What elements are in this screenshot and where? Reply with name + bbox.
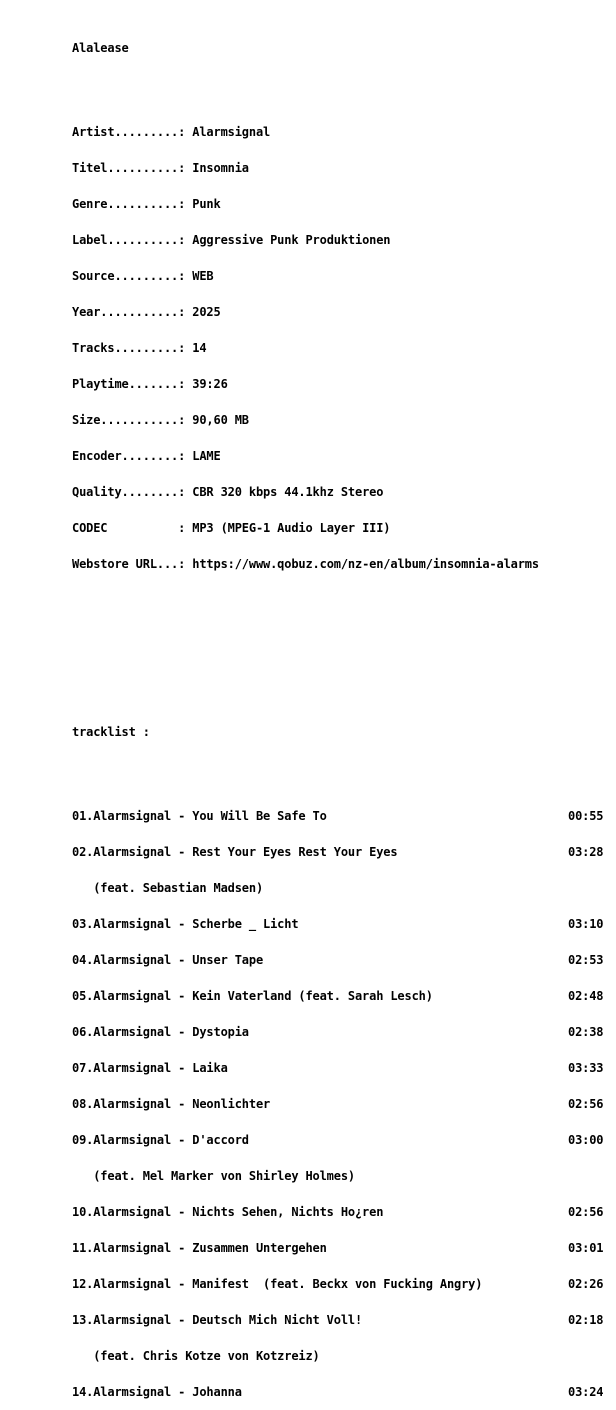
field-row (72, 270, 612, 282)
track-title: 02.Alarmsignal - Rest Your Eyes Rest Your Eyes (72, 845, 398, 859)
track-row (72, 1350, 612, 1362)
field-row (72, 306, 612, 318)
track-time: 03:10 (568, 917, 604, 931)
spacer (72, 78, 612, 90)
field-key: Titel..........: (72, 161, 186, 175)
track-time: 03:01 (568, 1241, 604, 1255)
field-key: Playtime.......: (72, 377, 186, 391)
field-value: WEB (192, 269, 214, 283)
field-row (72, 198, 612, 210)
field-value: LAME (192, 449, 221, 463)
track-title: (feat. Chris Kotze von Kotzreiz) (72, 1349, 320, 1363)
track-title: 01.Alarmsignal - You Will Be Safe To (72, 809, 327, 823)
field-value: 90,60 MB (192, 413, 249, 427)
field-row (72, 558, 612, 570)
track-row (72, 1098, 612, 1110)
field-row (72, 126, 612, 138)
field-value: Alarmsignal (192, 125, 271, 139)
track-row (72, 1134, 612, 1146)
track-title: 07.Alarmsignal - Laika (72, 1061, 228, 1075)
field-value: MP3 (MPEG-1 Audio Layer III) (192, 521, 391, 535)
track-row (72, 882, 612, 894)
track-time: 03:24 (568, 1385, 604, 1399)
track-row (72, 1278, 612, 1290)
field-row (72, 450, 612, 462)
track-title: 06.Alarmsignal - Dystopia (72, 1025, 249, 1039)
field-row (72, 414, 612, 426)
track-row (72, 846, 612, 858)
field-key: Source.........: (72, 269, 186, 283)
track-title: 12.Alarmsignal - Manifest (feat. Beckx von Fucking Angry) (72, 1277, 483, 1291)
spacer (72, 642, 612, 654)
field-value: Insomnia (192, 161, 249, 175)
track-title: 08.Alarmsignal - Neonlichter (72, 1097, 271, 1111)
track-row (72, 1242, 612, 1254)
field-key: Label..........: (72, 233, 186, 247)
field-key: Encoder........: (72, 449, 186, 463)
field-row (72, 522, 612, 534)
field-key: Tracks.........: (72, 341, 186, 355)
field-row (72, 342, 612, 354)
field-row (72, 486, 612, 498)
track-title: 11.Alarmsignal - Zusammen Untergehen (72, 1241, 327, 1255)
field-value: 14 (192, 341, 207, 355)
field-value: Punk (192, 197, 221, 211)
track-title: (feat. Mel Marker von Shirley Holmes) (72, 1169, 355, 1183)
track-row (72, 1062, 612, 1074)
track-title: 03.Alarmsignal - Scherbe _ Licht (72, 917, 299, 931)
field-value: CBR 320 kbps 44.1khz Stereo (192, 485, 384, 499)
track-title: 04.Alarmsignal - Unser Tape (72, 953, 264, 967)
field-key: Artist.........: (72, 125, 186, 139)
track-row (72, 990, 612, 1002)
track-row (72, 810, 612, 822)
field-key: Genre..........: (72, 197, 186, 211)
webstore-url[interactable]: https://www.qobuz.com/nz-en/album/insomnia-alarms (192, 557, 539, 571)
track-row (72, 1026, 612, 1038)
field-value: Aggressive Punk Produktionen (192, 233, 391, 247)
track-title: 05.Alarmsignal - Kein Vaterland (feat. Sarah Lesch) (72, 989, 433, 1003)
track-time: 03:00 (568, 1133, 604, 1147)
track-title: 13.Alarmsignal - Deutsch Mich Nicht Voll! (72, 1313, 363, 1327)
track-time: 02:53 (568, 953, 604, 967)
field-row (72, 378, 612, 390)
nfo-text (72, 18, 612, 1410)
track-row (72, 918, 612, 930)
field-key: Year...........: (72, 305, 186, 319)
track-time: 03:28 (568, 845, 604, 859)
track-title: (feat. Sebastian Madsen) (72, 881, 264, 895)
field-value: 2025 (192, 305, 221, 319)
track-time: 02:26 (568, 1277, 604, 1291)
tracklist-heading: tracklist : (72, 725, 150, 739)
field-key: Quality........: (72, 485, 186, 499)
field-row (72, 162, 612, 174)
track-row (72, 1206, 612, 1218)
track-row (72, 1386, 612, 1398)
track-time: 02:18 (568, 1313, 604, 1327)
field-key: Size...........: (72, 413, 186, 427)
track-row (72, 1314, 612, 1326)
track-title: 09.Alarmsignal - D'accord (72, 1133, 249, 1147)
release-header: Alalease (72, 41, 129, 55)
track-title: 10.Alarmsignal - Nichts Sehen, Nichts Ho¿ren (72, 1205, 384, 1219)
track-row (72, 954, 612, 966)
spacer (72, 762, 612, 774)
track-time: 00:55 (568, 809, 604, 823)
spacer (72, 606, 612, 618)
spacer (72, 678, 612, 690)
track-title: 14.Alarmsignal - Johanna (72, 1385, 242, 1399)
track-time: 02:56 (568, 1205, 604, 1219)
track-time: 02:38 (568, 1025, 604, 1039)
field-row (72, 234, 612, 246)
track-time: 02:56 (568, 1097, 604, 1111)
field-key: CODEC : (72, 521, 186, 535)
track-time: 03:33 (568, 1061, 604, 1075)
field-key: Webstore URL...: (72, 557, 186, 571)
track-time: 02:48 (568, 989, 604, 1003)
track-row (72, 1170, 612, 1182)
field-value: 39:26 (192, 377, 228, 391)
